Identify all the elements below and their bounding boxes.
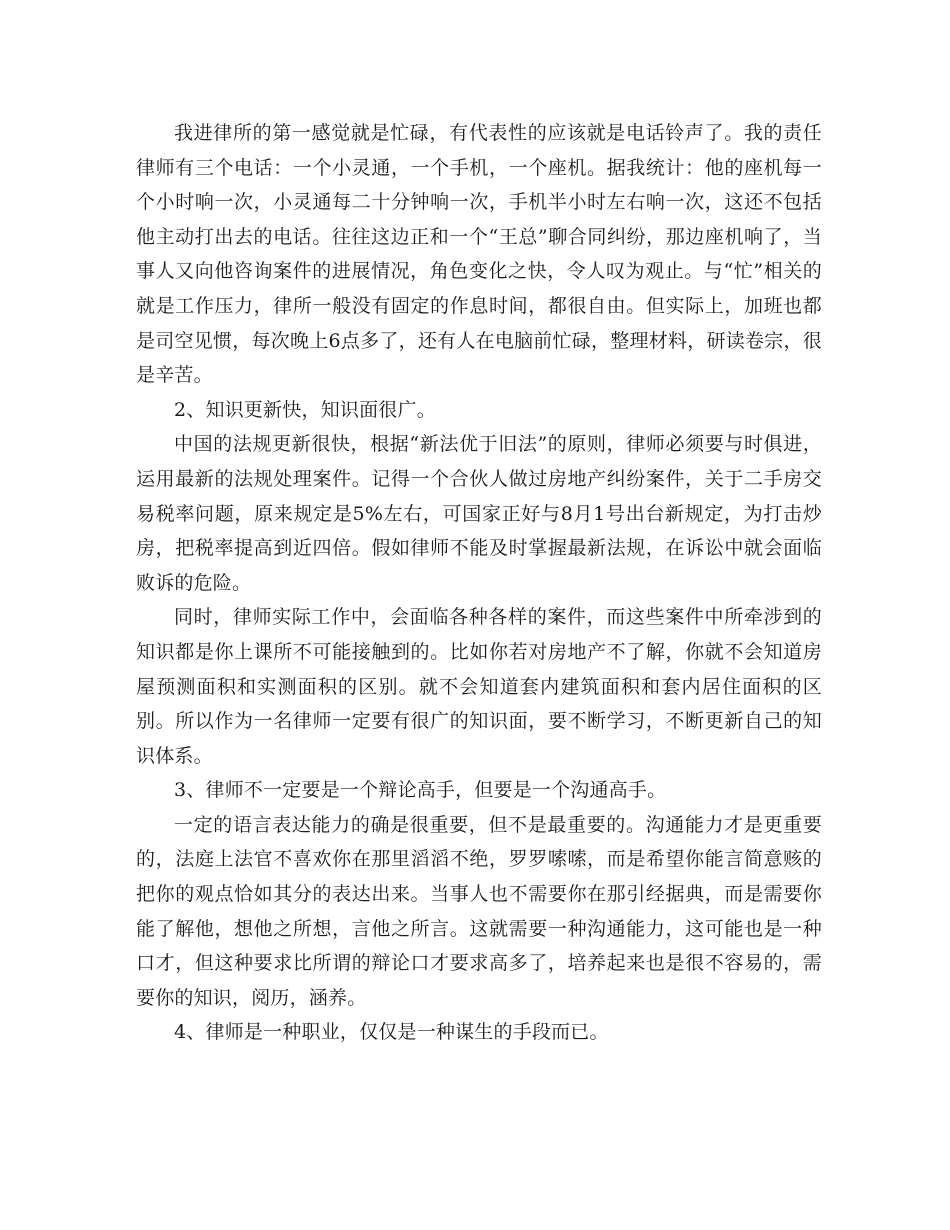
- heading-profession: 4、律师是一种职业，仅仅是一种谋生的手段而已。: [174, 1021, 609, 1044]
- paragraph-regulation-updates: 中国的法规更新很快，根据“新法优于旧法”的原则，律师必须要与时俱进，运用最新的法规处理案件。记得一个合伙人做过房地产纠纷案件，关于二手房交易税率问题，原来规定是5%左右，可国家正好与8月1号出台新规定，为打击炒房，把税率提高到近四倍。假如律师不能及时掌握最新法规，在诉讼中就会面临败诉的危险。: [136, 433, 822, 594]
- document-body: [136, 116, 822, 1050]
- paragraph-busy-work: 我进律所的第一感觉就是忙碌，有代表性的应该就是电话铃声了。我的责任律师有三个电话：一个小灵通，一个手机，一个座机。据我统计：他的座机每一个小时响一次，小灵通每二十分钟响一次，手机半小时左右响一次，这还不包括他主动打出去的电话。往往这边正和一个“王总”聊合同纠纷，那边座机响了，当事人又向他咨询案件的进展情况，角色变化之快，令人叹为观止。与“忙”相关的就是工作压力，律所一般没有固定的作息时间，都很自由。但实际上，加班也都是司空见惯，每次晚上6点多了，还有人在电脑前忙碌，整理材料，研读卷宗，很是辛苦。: [136, 122, 822, 387]
- paragraph-broad-knowledge: 同时，律师实际工作中，会面临各种各样的案件，而这些案件中所牵涉到的知识都是你上课所不可能接触到的。比如你若对房地产不了解，你就不会知道房屋预测面积和实测面积的区别。就不会知道套内建筑面积和套内居住面积的区别。所以作为一名律师一定要有很广的知识面，要不断学习，不断更新自己的知识体系。: [136, 606, 822, 767]
- heading-communication: 3、律师不一定要是一个辩论高手，但要是一个沟通高手。: [174, 779, 667, 802]
- paragraph-communication-skill: 一定的语言表达能力的确是很重要，但不是最重要的。沟通能力才是更重要的，法庭上法官不喜欢你在那里滔滔不绝，罗罗嗦嗦，而是希望你能言简意赅的把你的观点恰如其分的表达出来。当事人也不需要你在那引经据典，而是需要你能了解他，想他之所想，言他之所言。这就需要一种沟通能力，这可能也是一种口才，但这种要求比所谓的辩论口才要求高多了，培养起来也是很不容易的，需要你的知识，阅历，涵养。: [136, 813, 822, 1009]
- heading-knowledge-updates: 2、知识更新快，知识面很广。: [174, 398, 436, 421]
